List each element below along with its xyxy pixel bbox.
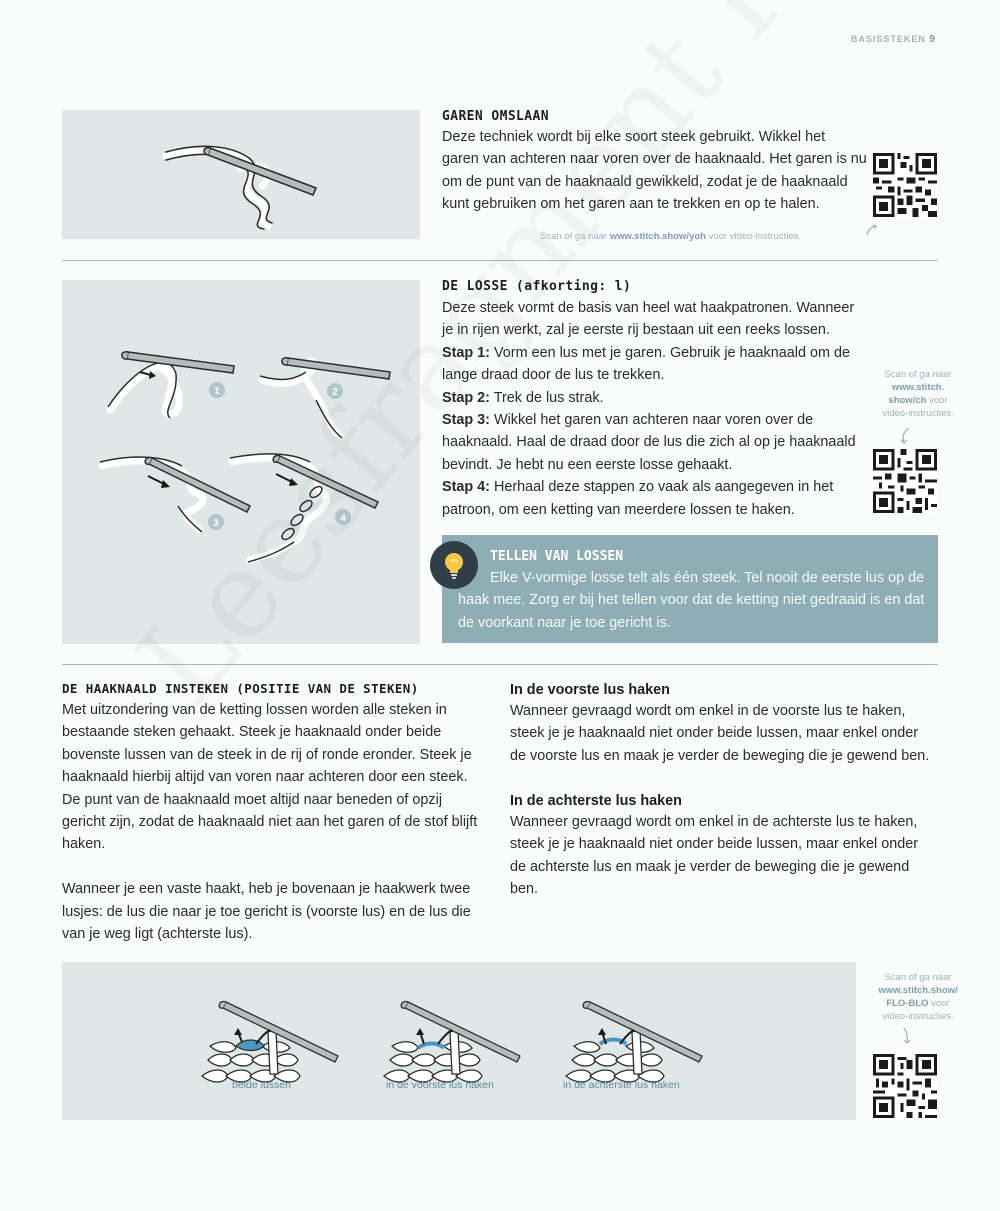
- tip-box: [442, 535, 938, 643]
- insert-line: van je weg ligt (achterste lus).: [62, 926, 253, 943]
- curved-arrow-icon: [897, 426, 913, 446]
- front-loop-heading: In de voorste lus haken: [510, 682, 670, 698]
- back-loop-line: steek je je haaknaald niet onder beide lussen, maar enkel onder: [510, 836, 919, 853]
- curved-arrow-icon: [899, 1026, 915, 1046]
- chain-line: je in rijen werkt, zal je eerste rij bestaan uit een reeks lossen.: [442, 322, 830, 339]
- front-loop-text: [510, 700, 940, 767]
- qr-code-icon[interactable]: [873, 153, 937, 217]
- loops-video-note: Scan of ga naar www.stitch.show/ FLO-BLO voor video-instructies.: [878, 972, 958, 1022]
- insert-line: bovenste lussen van de steek in de rij of ronde eronder. Steek je: [62, 746, 472, 763]
- yoh-text: [442, 126, 872, 216]
- chain-video-link-2[interactable]: show/ch: [888, 395, 927, 406]
- curved-arrow-icon: [864, 222, 880, 238]
- chain-video-note: Scan of ga naar www.stitch. show/ch voor video-instructies.: [882, 369, 954, 419]
- caption-front-loop: in de voorste lus haken: [386, 1079, 494, 1091]
- chain-line: haaknaald. Haal de draad door de lus die zich al op je haaknaald: [442, 434, 856, 451]
- svg-text:4: 4: [340, 513, 346, 524]
- chain-line: lange draad door de lus te trekken.: [442, 367, 665, 384]
- chain-line: patroon, om een ketting van meerdere lossen te haken.: [442, 501, 795, 518]
- chain-text: [442, 297, 862, 521]
- yoh-line: kunt gebruiken om het garen aan te trekken en op te halen.: [442, 196, 820, 213]
- back-loop-line: ben.: [510, 881, 539, 898]
- running-head-section: BASISSTEKEN: [850, 34, 926, 44]
- chain-step-3: Stap 3: Wikkel het garen van achteren naar voren over de: [442, 412, 814, 429]
- chain-line: Deze steek vormt de basis van heel wat haakpatronen. Wanneer: [442, 300, 855, 316]
- insert-heading: DE HAAKNAALD INSTEKEN (POSITIE VAN DE STEKEN): [62, 681, 419, 696]
- insert-line: De punt van de haaknaald moet altijd naar beneden of opzij: [62, 791, 443, 808]
- front-loop-line: de voorste lus en maak je verder de beweging die je gewend ben.: [510, 747, 930, 764]
- back-loop-heading: In de achterste lus haken: [510, 793, 682, 809]
- back-loop-line: Wanneer gevraagd wordt om enkel in de achterste lus te haken,: [510, 814, 918, 830]
- loops-illustration-panel: [62, 962, 856, 1120]
- loops-video-link-2[interactable]: FLO-BLO: [886, 998, 929, 1009]
- svg-text:3: 3: [213, 518, 219, 529]
- insert-text: [62, 699, 492, 945]
- caption-back-loop: in de achterste lus haken: [563, 1079, 680, 1091]
- chain-video-link[interactable]: www.stitch.: [891, 382, 945, 393]
- running-head: [851, 34, 936, 45]
- insert-line: haaknaald hierbij altijd van voren naar achteren door een steek.: [62, 769, 468, 786]
- back-loop-text: [510, 811, 940, 901]
- loops-illustration: [62, 962, 856, 1120]
- front-loop-line: steek je je haaknaald niet onder beide lussen, maar enkel onder: [510, 725, 919, 742]
- chain-step-2: Stap 2: Trek de lus strak.: [442, 389, 604, 406]
- svg-text:1: 1: [214, 386, 220, 397]
- section-divider: [62, 664, 938, 665]
- chain-illustration: [62, 280, 420, 644]
- chain-heading: DE LOSSE (afkorting: l): [442, 279, 632, 294]
- tip-text: Elke V-vormige losse telt als één steek. Tel nooit de eerste lus op de haak mee. Zorg er bij het tellen voor dat de ketting niet gedraaid is en dat de voorkant naar je toe gericht is.: [458, 570, 925, 631]
- yoh-line: Deze techniek wordt bij elke soort steek gebruikt. Wikkel het: [442, 129, 826, 145]
- insert-line: Met uitzondering van de ketting lossen worden alle steken in: [62, 702, 447, 718]
- yoh-line: garen van achteren naar voren over de haaknaald. Het garen is nu: [442, 151, 867, 168]
- chain-step-1: Stap 1: Vorm een lus met je garen. Gebruik je haaknaald om de: [442, 344, 850, 361]
- qr-code-icon[interactable]: [873, 449, 937, 513]
- insert-line: lusjes: de lus die naar je toe gericht is (voorste lus) en de lus die: [62, 903, 471, 920]
- chain-step-4: Stap 4: Herhaal deze stappen zo vaak als aangegeven in het: [442, 479, 834, 496]
- yoh-heading: GAREN OMSLAAN: [442, 109, 549, 124]
- insert-line: Wanneer je een vaste haakt, heb je bovenaan je haakwerk twee: [62, 881, 471, 898]
- caption-both-loops: beide lussen: [232, 1079, 291, 1091]
- insert-line: haken.: [62, 836, 106, 853]
- svg-text:2: 2: [332, 387, 338, 398]
- yoh-line: om de punt van de haaknaald gewikkeld, zodat je de haaknaald: [442, 173, 848, 190]
- yoh-video-link[interactable]: www.stitch.show/yoh: [609, 231, 706, 242]
- back-loop-line: de achterste lus en maak je verder de beweging die je gewend: [510, 858, 910, 875]
- yoh-illustration: [62, 110, 420, 239]
- loops-video-link[interactable]: www.stitch.show/: [878, 985, 958, 996]
- front-loop-line: Wanneer gevraagd wordt om enkel in de voorste lus te haken,: [510, 703, 906, 719]
- insert-line: bestaande steken gehaakt. Steek je haaknaald onder beide: [62, 724, 442, 741]
- section-divider: [62, 260, 938, 261]
- chain-line: bevindt. Je hebt nu een eerste losse gehaakt.: [442, 456, 733, 473]
- yoh-video-note: Scan of ga naar www.stitch.show/yoh voor video-instructies.: [540, 231, 802, 242]
- insert-line: gericht zijn, zodat de haaknaald niet aan het garen of de stof blijft: [62, 814, 478, 831]
- qr-code-icon[interactable]: [873, 1054, 937, 1118]
- yoh-illustration-panel: [62, 110, 420, 239]
- tip-title: TELLEN VAN LOSSEN: [490, 549, 624, 564]
- chain-illustration-panel: [62, 280, 420, 644]
- page-number: 9: [929, 34, 936, 45]
